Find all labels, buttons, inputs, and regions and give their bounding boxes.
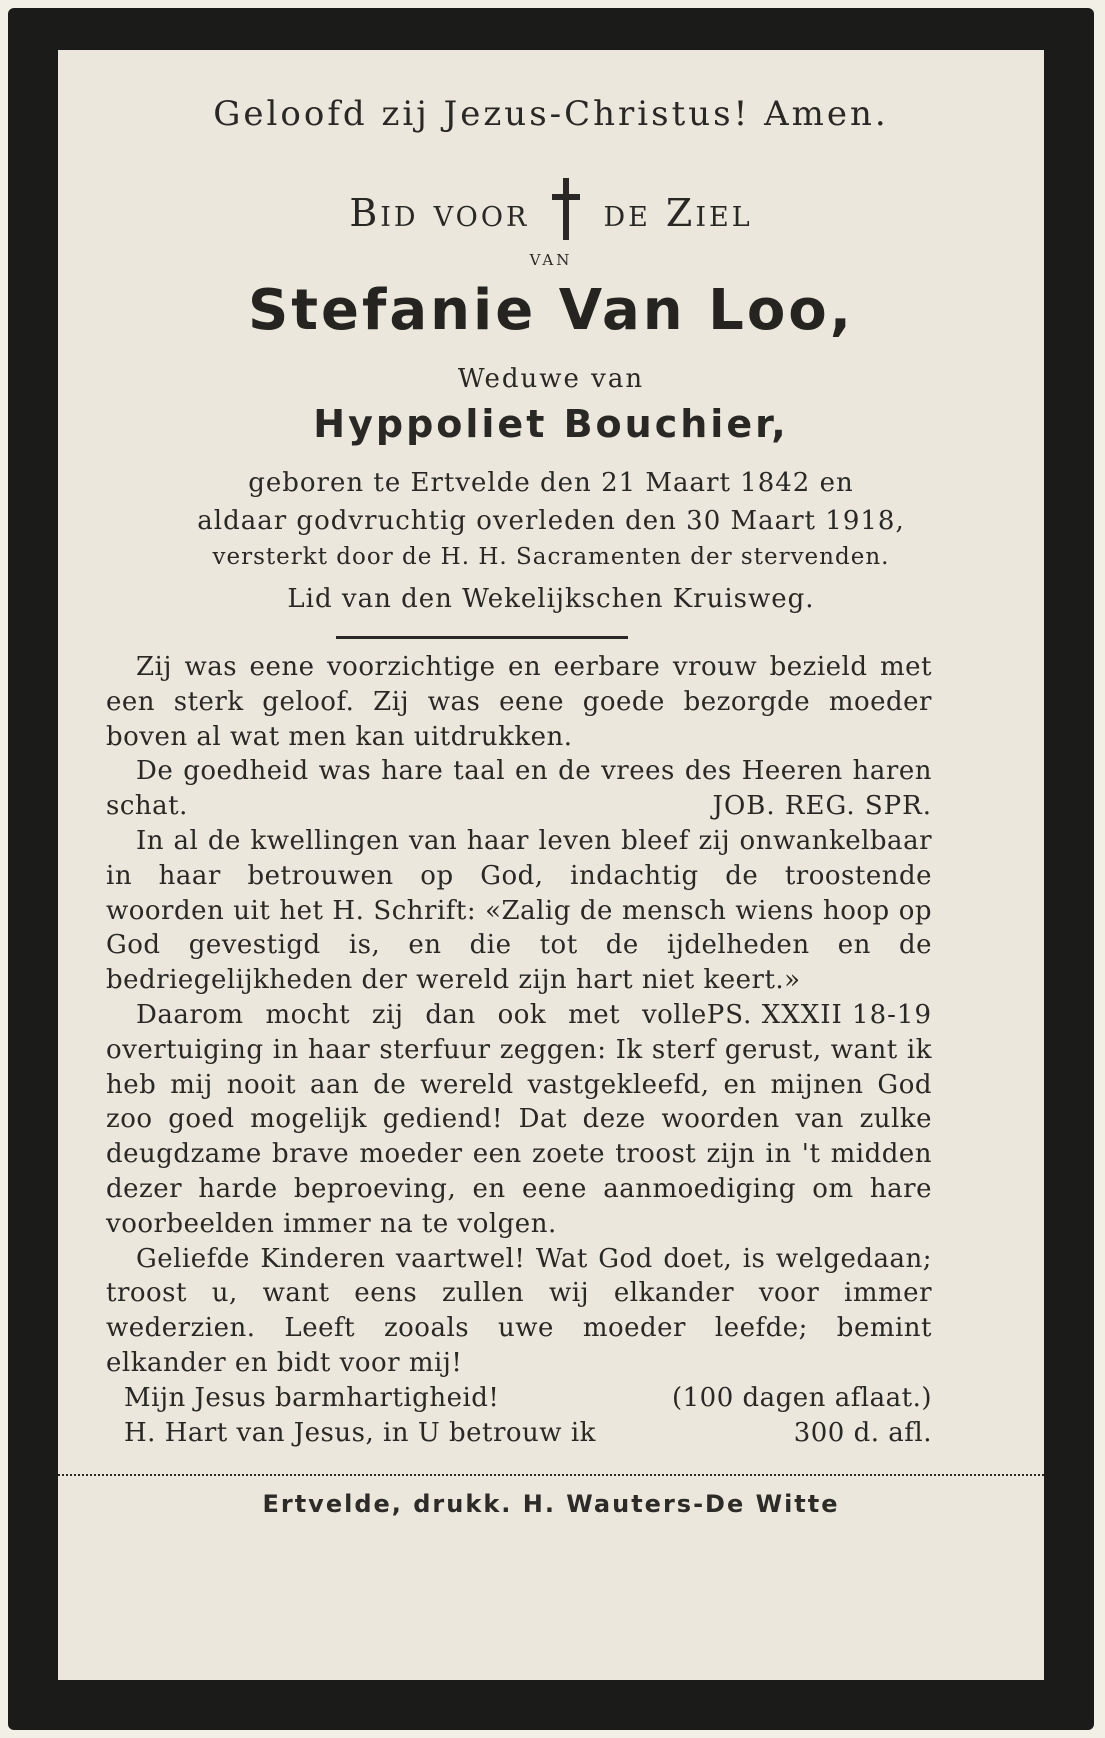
van-label: van bbox=[529, 246, 573, 271]
prayer-heading bbox=[58, 178, 1044, 240]
card-paper bbox=[58, 50, 1044, 1680]
widow-label: Weduwe van bbox=[457, 364, 645, 394]
prayer-line bbox=[106, 1381, 932, 1416]
membership-line: Lid van den Wekelijkschen Kruisweg. bbox=[287, 584, 815, 614]
invocation-heading: Geloofd zij Jezus-Christus! Amen. bbox=[213, 94, 889, 134]
sacraments-line: versterkt door de H. H. Sacramenten der stervenden. bbox=[212, 544, 890, 570]
cross-icon bbox=[552, 178, 580, 240]
paragraph-goodness: De goedheid was hare taal en de vrees des Heeren haren schat. JOB. REG. SPR. bbox=[106, 754, 932, 824]
prayer-heading-left: Bid voor bbox=[349, 191, 530, 235]
paragraph-farewell: Geliefde Kinderen vaartwel! Wat God doet, is welgedaan; troost u, want eens zullen wij elkander voor immer wederzien. Leeft zooals uwe moeder leefde; bemint elkander en bidt voor mij! bbox=[106, 1243, 932, 1378]
memorial-card bbox=[8, 8, 1094, 1730]
prayer-line bbox=[106, 1416, 932, 1451]
memorial-text bbox=[106, 650, 932, 1450]
divider-rule bbox=[336, 636, 628, 639]
dotted-divider bbox=[58, 1474, 1044, 1476]
paragraph-virtue: Zij was eene voorzichtige en eerbare vrouw bezield met een sterk geloof. Zij was eene goede bezorgde moeder boven al wat men kan uitdrukken. bbox=[106, 652, 932, 752]
prayer-indulgence: (100 dagen aflaat.) bbox=[671, 1382, 932, 1413]
prayer-heading-right: de Ziel bbox=[603, 191, 753, 235]
paragraph-last-words: Daarom mocht zij dan ook met volle overtuiging in haar sterfuur zeggen: Ik sterf gerust, want ik heb mij nooit aan de wereld vastgekleefd, en mijnen God zoo goed mogelijk gediend! Dat deze woorden van zulke deugdzame brave moeder een zoete troost zijn in 't midden dezer harde beproeving, en eene aanmoediging om hare voorbeelden immer na te volgen. bbox=[106, 999, 932, 1239]
husband-name: Hyppoliet Bouchier, bbox=[313, 402, 789, 446]
prayer-text: Mijn Jesus barmhartigheid! bbox=[124, 1382, 500, 1413]
paragraph-faith: In al de kwellingen van haar leven bleef zij onwankelbaar in haar betrouwen op God, indachtig de troostende woorden uit het H. Schrift: «Zalig de mensch wiens hoop op God gevestigd is, en die tot de ijdelheden en de bedriegelijkheden der wereld zijn hart niet keert.» PS. XXXII 18-19 bbox=[106, 824, 932, 998]
deceased-name: Stefanie Van Loo, bbox=[247, 278, 855, 343]
citation-psalm: PS. XXXII 18-19 bbox=[706, 999, 932, 1030]
prayer-indulgence: 300 d. afl. bbox=[793, 1417, 932, 1448]
citation-job: JOB. REG. SPR. bbox=[712, 791, 932, 822]
birth-line: geboren te Ertvelde den 21 Maart 1842 en bbox=[248, 468, 854, 498]
death-line: aldaar godvruchtig overleden den 30 Maart 1918, bbox=[197, 506, 905, 536]
printer-credit: Ertvelde, drukk. H. Wauters-De Witte bbox=[262, 1490, 840, 1518]
prayer-text: H. Hart van Jesus, in U betrouw ik bbox=[124, 1417, 596, 1448]
